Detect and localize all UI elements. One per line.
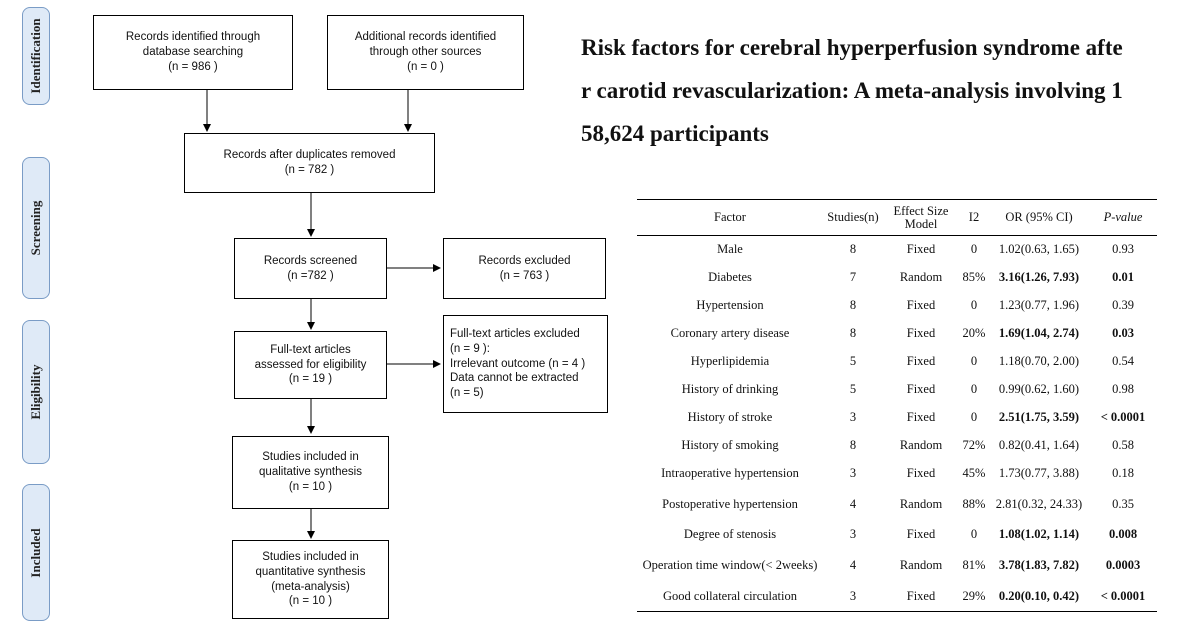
cell-or: 1.18(0.70, 2.00)	[998, 354, 1080, 368]
cell-i2: 45%	[962, 465, 986, 480]
header-p-value: P-value	[1103, 210, 1143, 224]
cell-model: Random	[899, 270, 943, 285]
cell-model: Fixed	[906, 409, 936, 424]
cell-or: 2.51(1.75, 3.59)	[998, 409, 1080, 424]
table-row	[637, 459, 1157, 487]
cell-or: 0.99(0.62, 1.60)	[998, 381, 1080, 396]
table-row	[637, 348, 1157, 376]
cell-studies: 4	[849, 496, 857, 511]
cell-i2: 0	[970, 527, 978, 542]
cell-or: 1.23(0.77, 1.96)	[998, 298, 1080, 313]
table-header-row	[637, 200, 1157, 236]
paper-title	[581, 26, 1191, 155]
cell-studies: 7	[849, 270, 857, 285]
cell-p-value: 0.93	[1112, 242, 1134, 257]
cell-studies: 8	[849, 298, 857, 313]
cell-i2: 0	[970, 381, 978, 396]
cell-studies: 3	[849, 589, 857, 604]
cell-factor: History of drinking	[681, 381, 779, 396]
cell-factor: History of smoking	[681, 437, 779, 452]
header-or: OR (95% CI)	[1005, 210, 1073, 224]
cell-factor: Male	[717, 242, 743, 257]
phase-label-screening: Screening	[22, 157, 50, 299]
table-row	[637, 403, 1157, 431]
table-row	[637, 264, 1157, 292]
cell-model: Fixed	[906, 527, 936, 542]
cell-factor: Diabetes	[708, 270, 752, 285]
title-line: Risk factors for cerebral hyperperfusion syndrome afte	[581, 35, 1123, 60]
cell-studies: 3	[849, 527, 857, 542]
phase-label-eligibility: Eligibility	[22, 320, 50, 464]
cell-i2: 85%	[962, 270, 986, 285]
cell-i2: 0	[970, 354, 978, 368]
cell-model: Fixed	[906, 326, 936, 341]
box-database-search: Records identified through database searching (n = 986 )	[93, 15, 293, 90]
cell-or: 1.69(1.04, 2.74)	[998, 326, 1080, 341]
box-other-sources: Additional records identified through other sources (n = 0 )	[327, 15, 524, 90]
cell-studies: 5	[849, 354, 857, 368]
cell-factor: Good collateral circulation	[663, 589, 797, 604]
box-quantitative-synthesis: Studies included in quantitative synthesis (meta-analysis) (n = 10 )	[232, 540, 389, 619]
cell-factor: History of stroke	[687, 409, 773, 424]
cell-model: Fixed	[906, 298, 936, 313]
title-line: r carotid revascularization: A meta-analysis involving 1	[581, 78, 1123, 103]
cell-i2: 72%	[962, 437, 986, 452]
cell-i2: 0	[970, 298, 978, 313]
cell-p-value: 0.35	[1112, 496, 1134, 511]
box-qualitative-synthesis: Studies included in qualitative synthesis (n = 10 )	[232, 436, 389, 509]
cell-or: 0.20(0.10, 0.42)	[998, 589, 1080, 604]
header-factor: Factor	[714, 210, 746, 224]
cell-i2: 88%	[962, 496, 986, 511]
cell-i2: 20%	[962, 326, 986, 341]
cell-studies: 3	[849, 409, 857, 424]
box-records-screened: Records screened (n =782 )	[234, 238, 387, 299]
box-full-text-excluded: Full-text articles excluded (n = 9 ): Irrelevant outcome (n = 4 ) Data cannot be extracted (n = 5)	[443, 315, 608, 413]
risk-factor-table	[637, 199, 1157, 612]
cell-studies: 4	[849, 558, 857, 573]
cell-p-value: < 0.0001	[1100, 589, 1146, 604]
phase-label-included: Included	[22, 484, 50, 621]
cell-or: 0.82(0.41, 1.64)	[998, 437, 1080, 452]
cell-i2: 81%	[962, 558, 986, 573]
cell-p-value: 0.03	[1112, 326, 1134, 341]
cell-model: Fixed	[906, 242, 936, 257]
cell-model: Random	[899, 437, 943, 452]
cell-studies: 8	[849, 437, 857, 452]
cell-or: 3.16(1.26, 7.93)	[998, 270, 1080, 285]
cell-factor: Hypertension	[696, 298, 764, 313]
cell-factor: Operation time window(< 2weeks)	[642, 558, 818, 573]
cell-or: 1.08(1.02, 1.14)	[998, 527, 1080, 542]
cell-studies: 8	[849, 242, 857, 257]
header-studies: Studies(n)	[827, 210, 879, 224]
cell-factor: Hyperlipidemia	[690, 354, 770, 368]
cell-p-value: 0.008	[1108, 527, 1138, 542]
cell-studies: 8	[849, 326, 857, 341]
cell-or: 1.73(0.77, 3.88)	[998, 465, 1080, 480]
cell-factor: Degree of stenosis	[683, 527, 777, 542]
cell-p-value: 0.39	[1112, 298, 1134, 313]
cell-p-value: < 0.0001	[1100, 409, 1146, 424]
cell-p-value: 0.01	[1112, 270, 1134, 285]
box-records-excluded: Records excluded (n = 763 )	[443, 238, 606, 299]
cell-model: Random	[899, 558, 943, 573]
box-full-text-assessed: Full-text articles assessed for eligibility (n = 19 )	[234, 331, 387, 399]
cell-i2: 0	[970, 242, 978, 257]
table-row	[637, 487, 1157, 521]
table-row	[637, 236, 1157, 264]
cell-or: 3.78(1.83, 7.82)	[998, 558, 1080, 573]
cell-model: Random	[899, 496, 943, 511]
table-row	[637, 583, 1157, 611]
table-row	[637, 549, 1157, 583]
cell-p-value: 0.98	[1112, 381, 1134, 396]
cell-model: Fixed	[906, 381, 936, 396]
box-after-duplicates: Records after duplicates removed (n = 782 )	[184, 133, 435, 193]
cell-factor: Coronary artery disease	[670, 326, 790, 341]
table-row	[637, 431, 1157, 459]
cell-p-value: 0.58	[1112, 437, 1134, 452]
table-row	[637, 375, 1157, 403]
title-line: 58,624 participants	[581, 121, 769, 146]
cell-i2: 29%	[962, 589, 986, 604]
table-row	[637, 292, 1157, 320]
cell-p-value: 0.54	[1112, 354, 1134, 368]
cell-model: Fixed	[906, 465, 936, 480]
table-row	[637, 521, 1157, 549]
cell-studies: 3	[849, 465, 857, 480]
phase-label-identification: Identification	[22, 7, 50, 105]
cell-i2: 0	[970, 409, 978, 424]
cell-factor: Intraoperative hypertension	[661, 465, 799, 480]
cell-or: 2.81(0.32, 24.33)	[995, 496, 1083, 511]
cell-p-value: 0.0003	[1105, 558, 1141, 573]
table-row	[637, 320, 1157, 348]
header-i2: I2	[968, 210, 980, 224]
header-model: Effect Size Model	[893, 203, 949, 231]
cell-model: Fixed	[906, 589, 936, 604]
cell-factor: Postoperative hypertension	[662, 496, 798, 511]
cell-model: Fixed	[906, 354, 936, 368]
cell-or: 1.02(0.63, 1.65)	[998, 242, 1080, 257]
cell-p-value: 0.18	[1112, 465, 1134, 480]
cell-studies: 5	[849, 381, 857, 396]
